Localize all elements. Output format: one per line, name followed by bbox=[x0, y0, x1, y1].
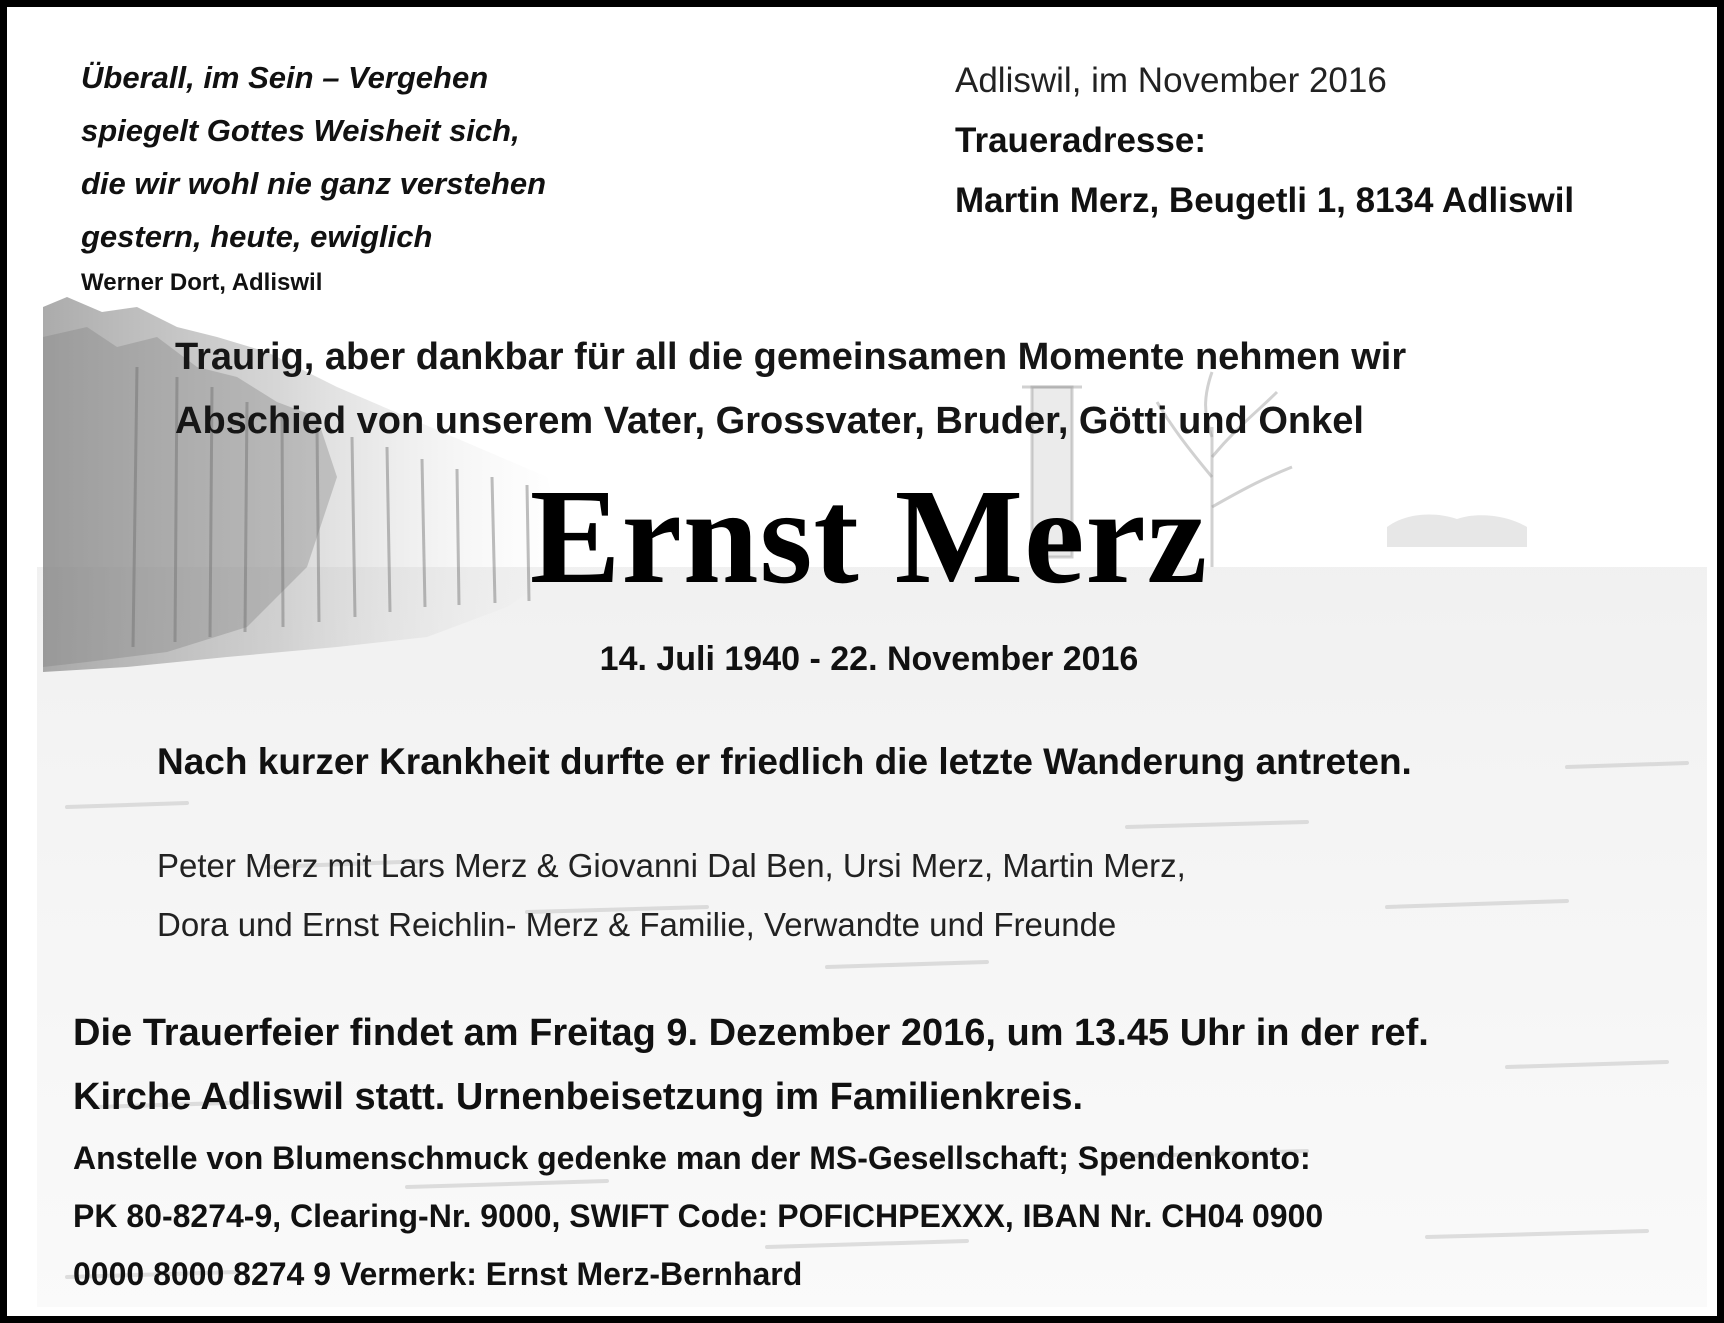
mourning-address: Martin Merz, Beugetli 1, 8134 Adliswil bbox=[955, 181, 1575, 220]
poem-line: spiegelt Gottes Weisheit sich, bbox=[81, 113, 520, 148]
life-dates: 14. Juli 1940 - 22. November 2016 bbox=[599, 640, 1139, 678]
poem-line: die wir wohl nie ganz verstehen bbox=[81, 166, 547, 201]
poem-line: gestern, heute, ewiglich bbox=[81, 219, 433, 254]
donation-line: 0000 8000 8274 9 Vermerk: Ernst Merz-Bernhard bbox=[73, 1256, 803, 1292]
address-label: Traueradresse: bbox=[955, 121, 1206, 160]
poem-author: Werner Dort, Adliswil bbox=[81, 269, 323, 296]
donation-line: PK 80-8274-9, Clearing-Nr. 9000, SWIFT Code: POFICHPEXXX, IBAN Nr. CH04 0900 bbox=[73, 1198, 1324, 1234]
poem-line: Überall, im Sein – Vergehen bbox=[81, 60, 489, 95]
service-line: Die Trauerfeier findet am Freitag 9. Dezember 2016, um 13.45 Uhr in der ref. bbox=[73, 1012, 1429, 1054]
dateline-block bbox=[955, 51, 1574, 231]
intro-line: Traurig, aber dankbar für all die gemeinsamen Momente nehmen wir bbox=[175, 336, 1407, 378]
family-line: Dora und Ernst Reichlin- Merz & Familie, Verwandte und Freunde bbox=[157, 906, 1117, 943]
family-line: Peter Merz mit Lars Merz & Giovanni Dal Ben, Ursi Merz, Martin Merz, bbox=[157, 847, 1186, 884]
service-line: Kirche Adliswil statt. Urnenbeisetzung im Familienkreis. bbox=[73, 1076, 1084, 1118]
place-date: Adliswil, im November 2016 bbox=[955, 61, 1387, 100]
intro-text bbox=[175, 325, 1406, 453]
poem-block bbox=[81, 51, 546, 301]
service-info bbox=[73, 1001, 1429, 1303]
family-list bbox=[157, 836, 1186, 954]
farewell-message: Nach kurzer Krankheit durfte er friedlich die letzte Wanderung antreten. bbox=[157, 741, 1412, 782]
intro-line: Abschied von unserem Vater, Grossvater, Bruder, Götti und Onkel bbox=[175, 400, 1364, 442]
donation-line: Anstelle von Blumenschmuck gedenke man der MS-Gesellschaft; Spendenkonto: bbox=[73, 1140, 1311, 1176]
deceased-name: Ernst Merz bbox=[529, 462, 1209, 612]
